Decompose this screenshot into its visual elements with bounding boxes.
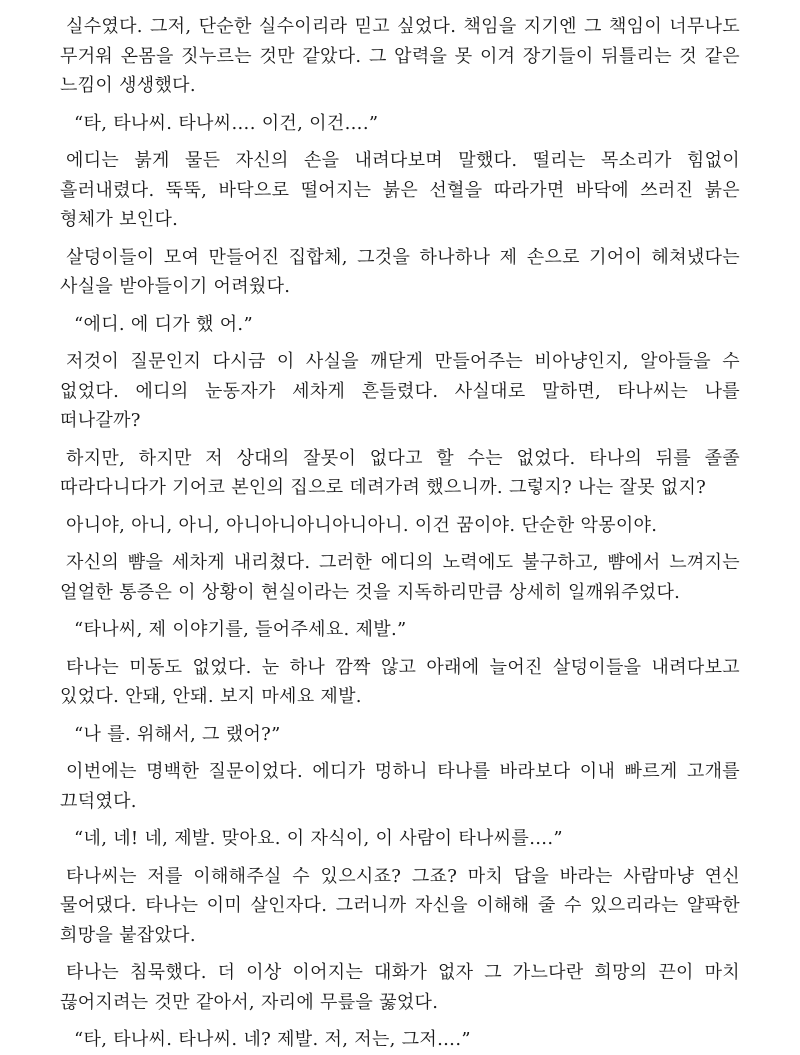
dialogue-line: “타, 타나씨. 타나씨. 네? 제발. 저, 저는, 그저….” [74, 1029, 471, 1050]
dialogue-line: “타나씨, 제 이야기를, 들어주세요. 제발.” [74, 619, 407, 640]
dialogue-line: “에디. 에 디가 했 어.” [74, 313, 253, 335]
paragraph: 타나는 미동도 없었다. 눈 하나 깜짝 않고 아래에 늘어진 살덩이들을 내려다보고 있었다. 안돼, 안돼. 보지 마세요 제발. [60, 656, 740, 707]
paragraph: 이번에는 명백한 질문이었다. 에디가 멍하니 타나를 바라보다 이내 빠르게 고개를 끄덕였다. [60, 761, 740, 812]
dialogue-line: “네, 네! 네, 제발. 맞아요. 이 자식이, 이 사람이 타나씨를….” [74, 828, 563, 849]
paragraph: 타나는 침묵했다. 더 이상 이어지는 대화가 없자 그 가느다란 희망의 끈이 마치 끊어지려는 것만 같아서, 자리에 무릎을 꿇었다. [60, 962, 740, 1013]
paragraph: 저것이 질문인지 다시금 이 사실을 깨닫게 만들어주는 비아냥인지, 알아들을 수 없었다. 에디의 눈동자가 세차게 흔들렸다. 사실대로 말하면, 타나씨는 나를 떠나갈까? [60, 351, 740, 431]
dialogue-line: “나 를. 위해서, 그 랬어?” [74, 723, 281, 745]
paragraph: 에디는 붉게 물든 자신의 손을 내려다보며 말했다. 떨리는 목소리가 힘없이 흘러내렸다. 뚝뚝, 바닥으로 떨어지는 붉은 선혈을 따라가면 바닥에 쓰러진 붉은 형체가 보인다. [60, 150, 740, 230]
paragraph: 자신의 뺨을 세차게 내리쳤다. 그러한 에디의 노력에도 불구하고, 뺨에서 느껴지는 얼얼한 통증은 이 상황이 현실이라는 것을 지독하리만큼 상세히 일깨워주었다. [60, 552, 740, 603]
dialogue-line: “타, 타나씨. 타나씨…. 이건, 이건….” [74, 112, 379, 134]
paragraph: 실수였다. 그저, 단순한 실수이리라 믿고 싶었다. 책임을 지기엔 그 책임이 너무나도 무거워 온몸을 짓누르는 것만 같았다. 그 압력을 못 이겨 장기들이 뒤틀리는 것 같은 느낌이 생생했다. [60, 16, 740, 96]
paragraph: 살덩이들이 모여 만들어진 집합체, 그것을 하나하나 제 손으로 기어이 헤쳐냈다는 사실을 받아들이기 어려웠다. [60, 246, 740, 297]
paragraph: 아니야, 아니, 아니, 아니아니아니아니아니. 이건 꿈이야. 단순한 악몽이야. [66, 514, 658, 536]
paragraph: 하지만, 하지만 저 상대의 잘못이 없다고 할 수는 없었다. 타나의 뒤를 졸졸 따라다니다가 기어코 본인의 집으로 데려가려 했으니까. 그렇지? 나는 잘못 없지? [60, 447, 740, 498]
paragraph: 타나씨는 저를 이해해주실 수 있으시죠? 그죠? 마치 답을 바라는 사람마냥 연신 물어댔다. 타나는 이미 살인자다. 그러니까 자신을 이해해 줄 수 있으리라는 얄팍한 희망을 붙잡았다. [60, 865, 740, 946]
